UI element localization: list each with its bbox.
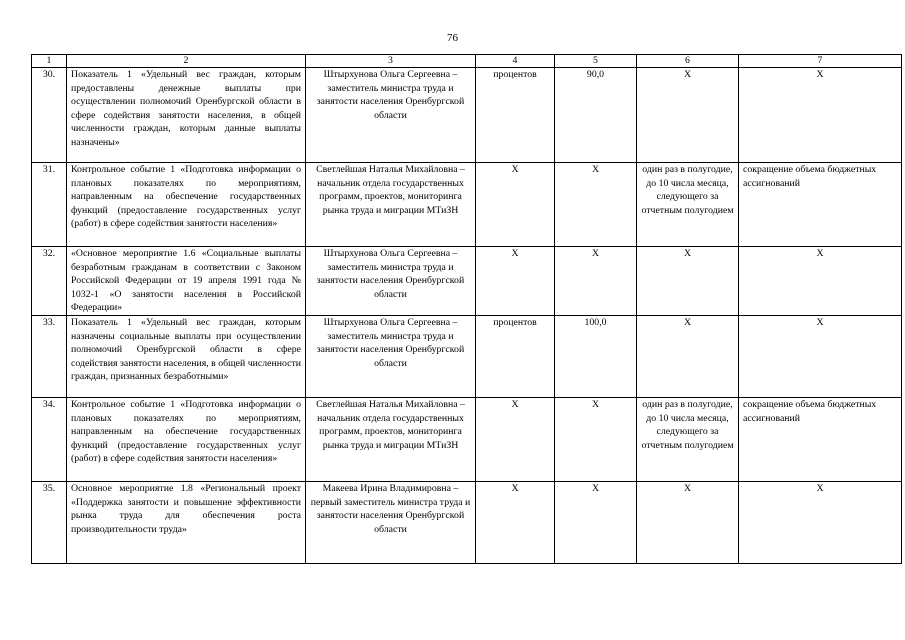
row-responsible: Штырхунова Ольга Сергеевна – заместитель министра труда и занятости населения Оренбургской области <box>306 247 476 316</box>
row-name: Показатель 1 «Удельный вес граждан, которым назначены социальные выплаты при осуществлении полномочий Оренбургской области в сфере содействия занятости населения, в общей численности граждан, признанных безработными» <box>67 316 306 398</box>
row-value: X <box>555 482 637 564</box>
row-value: 100,0 <box>555 316 637 398</box>
row-responsible: Светлейшая Наталья Михайловна – начальник отдела государственных программ, проектов, мониторинга рынка труда и миграции МТиЗН <box>306 163 476 247</box>
row-number: 32. <box>32 247 67 316</box>
row-responsible: Штырхунова Ольга Сергеевна – заместитель министра труда и занятости населения Оренбургской области <box>306 316 476 398</box>
column-header-7: 7 <box>739 55 902 68</box>
page-number: 76 <box>447 32 458 44</box>
column-header-6: 6 <box>637 55 739 68</box>
table-row <box>32 398 902 482</box>
row-date: X <box>637 68 739 163</box>
column-header-4: 4 <box>476 55 555 68</box>
row-unit: X <box>476 247 555 316</box>
row-name: Показатель 1 «Удельный вес граждан, которым предоставлены денежные выплаты при осуществлении полномочий Оренбургской области в сфере содействия занятости населения, в общей численности граждан, которым данные выплаты назначены» <box>67 68 306 163</box>
header-row <box>32 55 902 68</box>
column-header-1: 1 <box>32 55 67 68</box>
row-unit: процентов <box>476 68 555 163</box>
row-unit: X <box>476 163 555 247</box>
row-note: X <box>739 68 902 163</box>
row-unit: X <box>476 482 555 564</box>
row-value: 90,0 <box>555 68 637 163</box>
row-number: 35. <box>32 482 67 564</box>
row-date: X <box>637 482 739 564</box>
row-name: Основное мероприятие 1.8 «Региональный проект «Поддержка занятости и повышение эффективности рынка труда для обеспечения роста производительности труда» <box>67 482 306 564</box>
row-note: сокращение объема бюджетных ассигнований <box>739 398 902 482</box>
row-name: «Основное мероприятие 1.6 «Социальные выплаты безработным гражданам в соответствии с Законом Российской Федерации от 19 апреля 1991 года № 1032-1 «О занятости населения в Российской Федерации» <box>67 247 306 316</box>
row-date: X <box>637 247 739 316</box>
row-date: один раз в полугодие, до 10 числа месяца, следующего за отчетным полугодием <box>637 163 739 247</box>
column-header-3: 3 <box>306 55 476 68</box>
row-value: X <box>555 163 637 247</box>
row-date: один раз в полугодие, до 10 числа месяца, следующего за отчетным полугодием <box>637 398 739 482</box>
row-note: X <box>739 482 902 564</box>
table-row <box>32 316 902 398</box>
row-value: X <box>555 247 637 316</box>
row-note: сокращение объема бюджетных ассигнований <box>739 163 902 247</box>
column-header-5: 5 <box>555 55 637 68</box>
row-number: 34. <box>32 398 67 482</box>
report-table <box>31 54 902 564</box>
row-note: X <box>739 316 902 398</box>
table-row <box>32 482 902 564</box>
row-responsible: Макеева Ирина Владимировна – первый заместитель министра труда и занятости населения Оренбургской области <box>306 482 476 564</box>
row-number: 33. <box>32 316 67 398</box>
row-responsible: Штырхунова Ольга Сергеевна – заместитель министра труда и занятости населения Оренбургской области <box>306 68 476 163</box>
row-name: Контрольное событие 1 «Подготовка информации о плановых показателях по мероприятиям, направленным на обеспечение государственных функций (предоставление государственных услуг (работ) в сфере содействия занятости населения» <box>67 398 306 482</box>
row-value: X <box>555 398 637 482</box>
row-unit: процентов <box>476 316 555 398</box>
row-unit: X <box>476 398 555 482</box>
table-row <box>32 163 902 247</box>
row-number: 31. <box>32 163 67 247</box>
row-number: 30. <box>32 68 67 163</box>
row-note: X <box>739 247 902 316</box>
table-row <box>32 247 902 316</box>
table-row <box>32 68 902 163</box>
row-responsible: Светлейшая Наталья Михайловна – начальник отдела государственных программ, проектов, мониторинга рынка труда и миграции МТиЗН <box>306 398 476 482</box>
row-date: X <box>637 316 739 398</box>
column-header-2: 2 <box>67 55 306 68</box>
row-name: Контрольное событие 1 «Подготовка информации о плановых показателях по мероприятиям, направленным на обеспечение государственных функций (предоставление государственных услуг (работ) в сфере содействия занятости населения» <box>67 163 306 247</box>
